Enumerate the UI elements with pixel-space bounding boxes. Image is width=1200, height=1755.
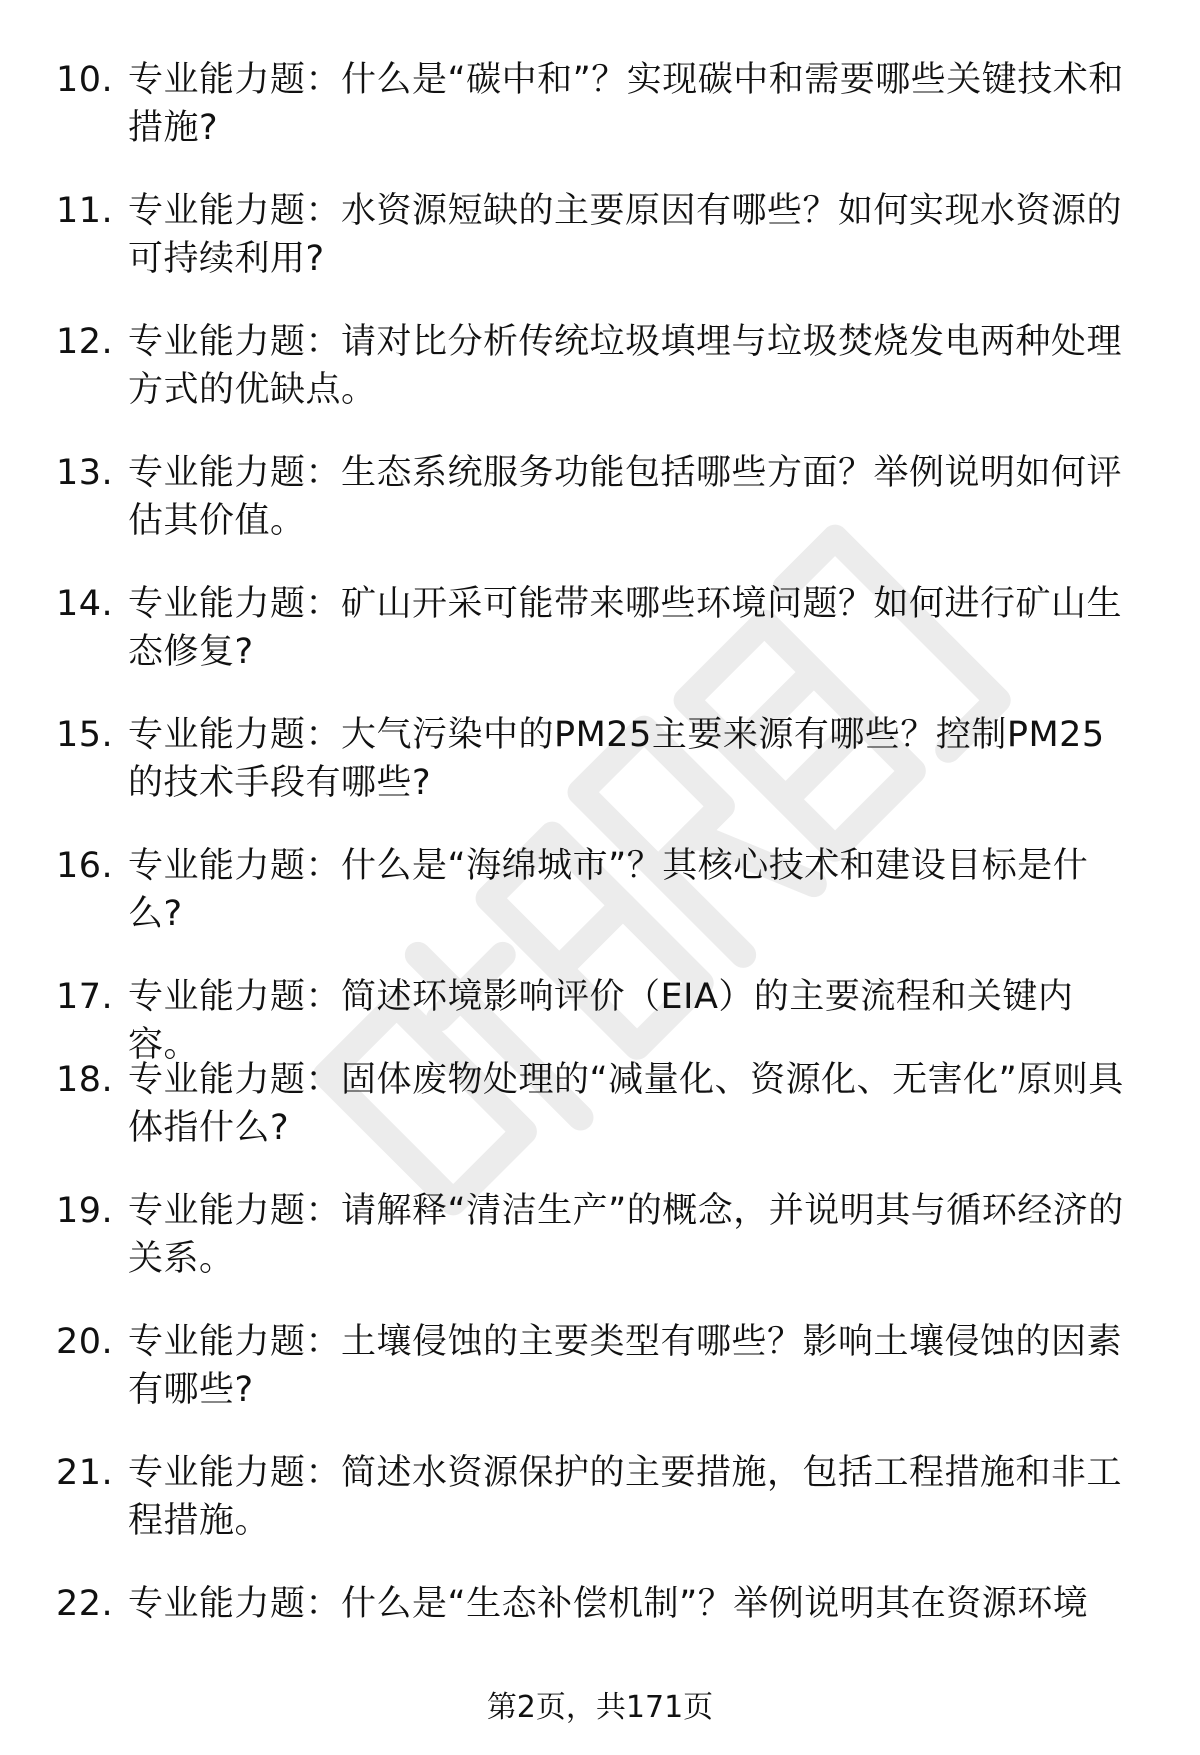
question-item bbox=[56, 187, 1156, 318]
question-text: 专业能力题：简述水资源保护的主要措施，包括工程措施和非工程措施。 bbox=[128, 1453, 1123, 1541]
question-text: 专业能力题：什么是“生态补偿机制”？举例说明其在资源环境 bbox=[128, 1584, 1089, 1624]
question-number: 18. bbox=[56, 1060, 114, 1100]
question-number: 13. bbox=[56, 453, 114, 493]
page-footer: 第2页，共171页 bbox=[486, 1690, 714, 1725]
question-text: 专业能力题：固体废物处理的“减量化、资源化、无害化”原则具体指什么? bbox=[128, 1060, 1124, 1148]
question-number: 22. bbox=[56, 1584, 114, 1624]
question-number: 21. bbox=[56, 1453, 114, 1493]
question-number: 19. bbox=[56, 1191, 114, 1231]
question-text: 专业能力题：矿山开采可能带来哪些环境问题？如何进行矿山生态修复? bbox=[128, 584, 1123, 672]
question-number: 20. bbox=[56, 1322, 114, 1362]
question-text: 专业能力题：大气污染中的PM25主要来源有哪些？控制PM25的技术手段有哪些? bbox=[128, 715, 1105, 803]
question-number: 16. bbox=[56, 846, 114, 886]
question-item bbox=[56, 1580, 1156, 1640]
question-number: 14. bbox=[56, 584, 114, 624]
question-item bbox=[56, 1449, 1156, 1580]
question-item bbox=[56, 318, 1156, 449]
question-number: 10. bbox=[56, 60, 114, 100]
question-text: 专业能力题：简述环境影响评价（EIA）的主要流程和关键内容。 bbox=[128, 977, 1074, 1065]
question-text: 专业能力题：生态系统服务功能包括哪些方面？举例说明如何评估其价值。 bbox=[128, 453, 1123, 541]
question-number: 11. bbox=[56, 191, 114, 231]
question-item bbox=[56, 973, 1156, 1065]
question-text: 专业能力题：请解释“清洁生产”的概念，并说明其与循环经济的关系。 bbox=[128, 1191, 1124, 1279]
question-item bbox=[56, 449, 1156, 580]
question-text: 专业能力题：什么是“碳中和”？实现碳中和需要哪些关键技术和措施? bbox=[128, 60, 1124, 148]
question-number: 12. bbox=[56, 322, 114, 362]
question-number: 17. bbox=[56, 977, 114, 1017]
question-item bbox=[56, 580, 1156, 711]
question-item bbox=[56, 1318, 1156, 1449]
question-item bbox=[56, 56, 1156, 187]
question-item bbox=[56, 711, 1156, 842]
question-item bbox=[56, 842, 1156, 973]
question-item bbox=[56, 1187, 1156, 1318]
question-text: 专业能力题：请对比分析传统垃圾填埋与垃圾焚烧发电两种处理方式的优缺点。 bbox=[128, 322, 1123, 410]
question-text: 专业能力题：水资源短缺的主要原因有哪些？如何实现水资源的可持续利用? bbox=[128, 191, 1123, 279]
question-item bbox=[56, 1056, 1156, 1187]
question-text: 专业能力题：土壤侵蚀的主要类型有哪些？影响土壤侵蚀的因素有哪些? bbox=[128, 1322, 1123, 1410]
question-text: 专业能力题：什么是“海绵城市”？其核心技术和建设目标是什么? bbox=[128, 846, 1089, 934]
question-list bbox=[56, 56, 1156, 1640]
question-number: 15. bbox=[56, 715, 114, 755]
